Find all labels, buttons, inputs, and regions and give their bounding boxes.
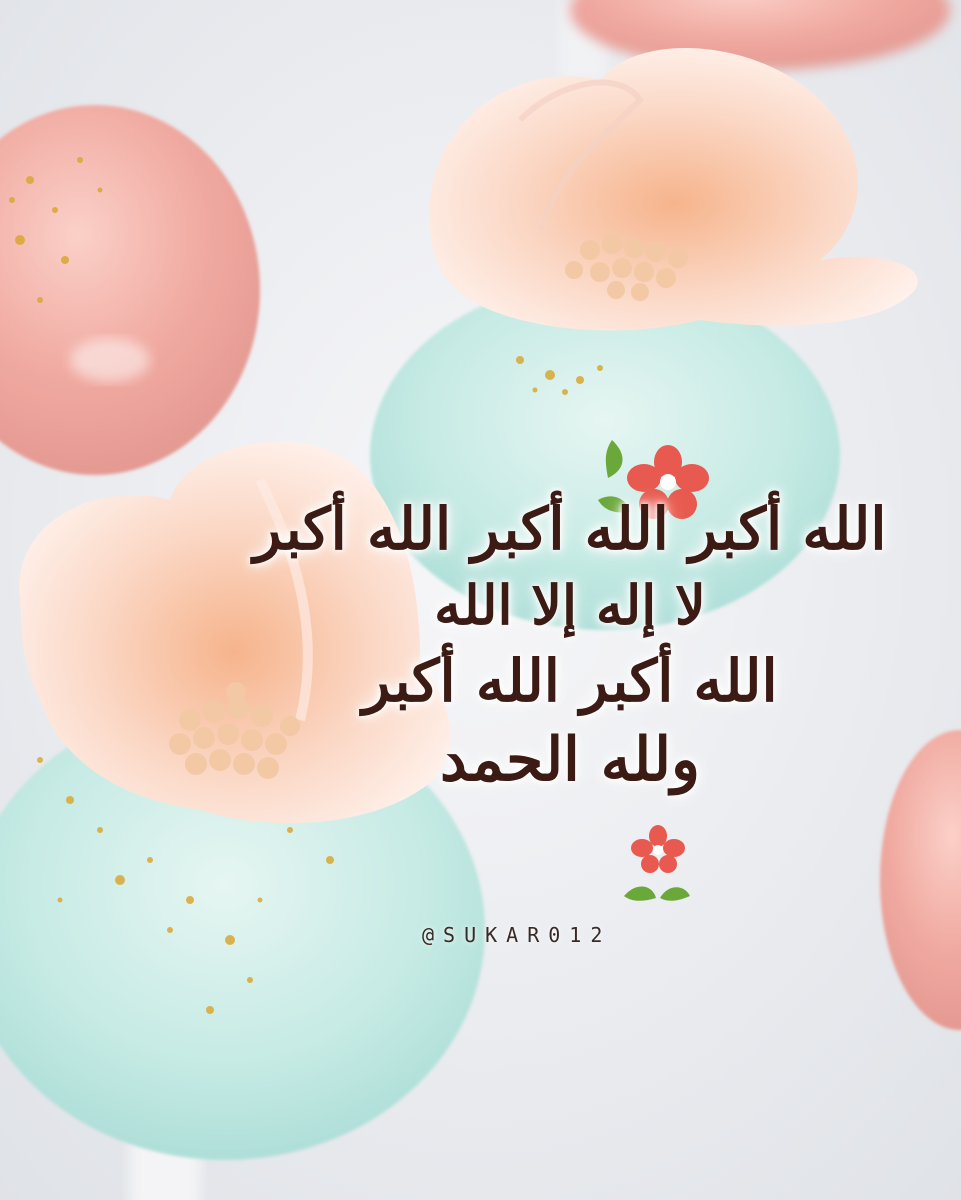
takbir-line-1: الله أكبر الله أكبر الله أكبر <box>253 495 887 563</box>
cake-highlight <box>70 338 150 382</box>
tahlil-line: لا إله إلا الله <box>434 573 706 637</box>
takbir-line-2: الله أكبر الله أكبر <box>362 647 778 715</box>
takbir-calligraphy <box>250 495 890 796</box>
tahmid-line: ولله الحمد <box>439 725 701 795</box>
author-handle: @SUKAR012 <box>422 923 612 947</box>
